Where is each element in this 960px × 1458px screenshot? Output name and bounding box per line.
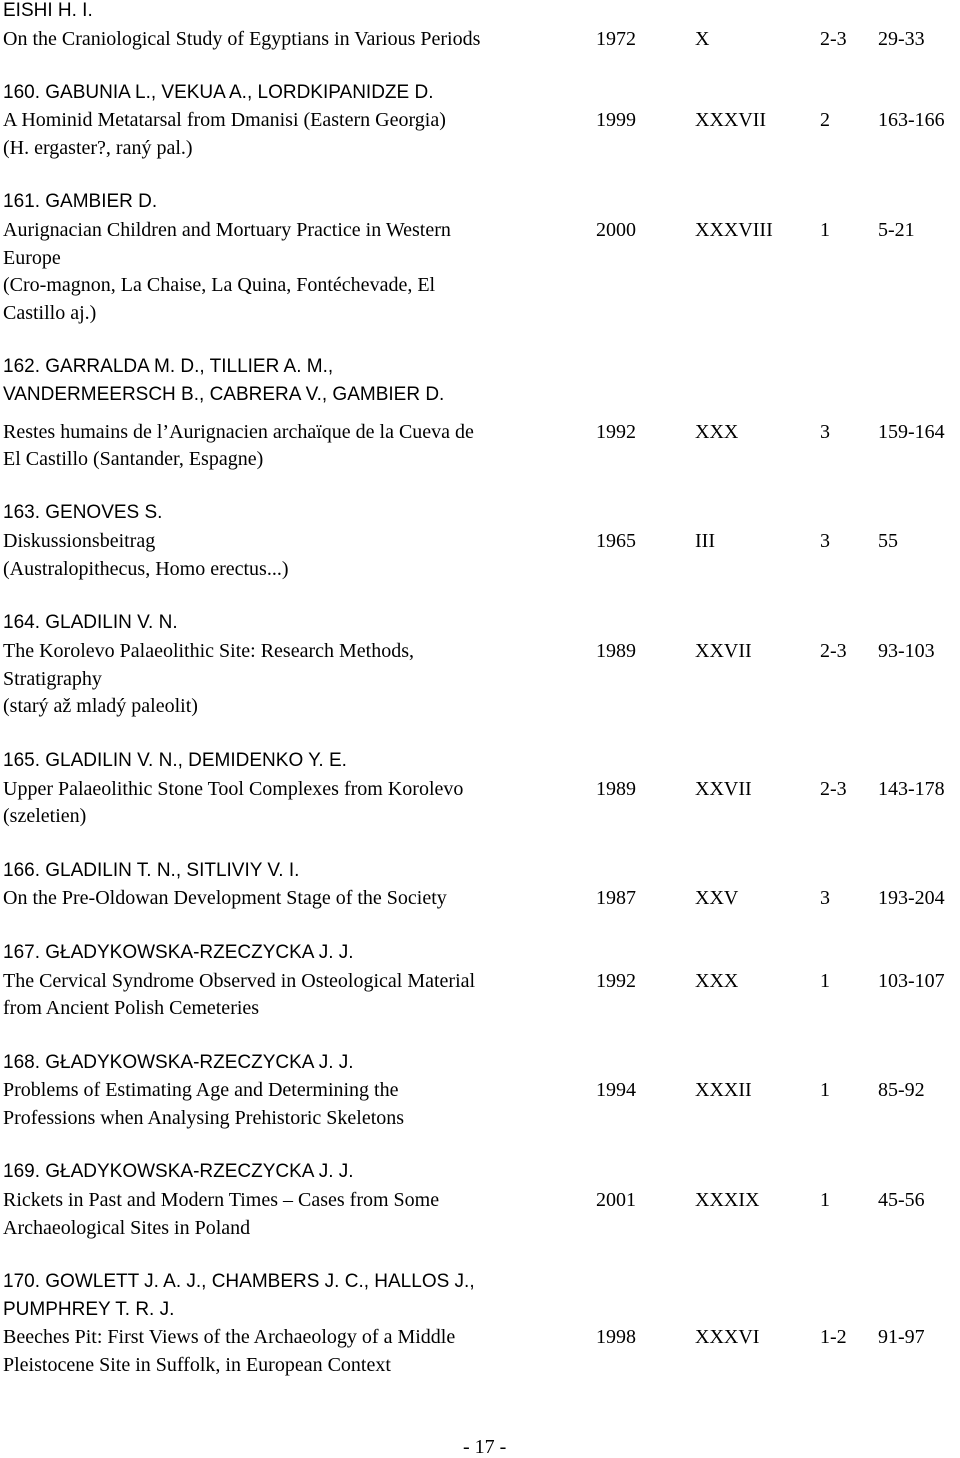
- entry-title: (Cro-magnon, La Chaise, La Quina, Fontéchevade, El: [3, 274, 436, 296]
- entry-year: 1998: [596, 1326, 636, 1348]
- entry-pages: 163-166: [878, 109, 945, 131]
- entry-title: El Castillo (Santander, Espagne): [3, 448, 264, 470]
- entry-title: Archaeological Sites in Poland: [3, 1217, 251, 1239]
- entry-title: Europe: [3, 247, 61, 269]
- entry-volume: XXV: [695, 887, 739, 909]
- entry-pages: 193-204: [878, 887, 945, 909]
- entry-author: 168. GŁADYKOWSKA-RZECZYCKA J. J.: [3, 1052, 354, 1073]
- entry-issue: 1: [820, 970, 830, 992]
- entry-title: Professions when Analysing Prehistoric Skeletons: [3, 1107, 405, 1129]
- entry-author: PUMPHREY T. R. J.: [3, 1299, 175, 1320]
- entry-issue: 2-3: [820, 640, 847, 662]
- entry-year: 1965: [596, 530, 636, 552]
- entry-pages: 159-164: [878, 421, 945, 443]
- entry-pages: 55: [878, 530, 898, 552]
- entry-year: 1992: [596, 421, 636, 443]
- entry-volume: XXVII: [695, 778, 752, 800]
- entry-pages: 5-21: [878, 219, 915, 241]
- entry-title: Beeches Pit: First Views of the Archaeology of a Middle: [3, 1326, 456, 1348]
- entry-title: Restes humains de l’Aurignacien archaïque de la Cueva de: [3, 421, 474, 443]
- entry-title: The Korolevo Palaeolithic Site: Research Methods,: [3, 640, 415, 662]
- entry-year: 1989: [596, 778, 636, 800]
- entry-volume: XXXVII: [695, 109, 767, 131]
- entry-pages: 29-33: [878, 28, 925, 50]
- entry-title: from Ancient Polish Cemeteries: [3, 997, 260, 1019]
- entry-issue: 2-3: [820, 28, 847, 50]
- entry-author: 165. GLADILIN V. N., DEMIDENKO Y. E.: [3, 750, 347, 771]
- entry-author: 163. GENOVES S.: [3, 502, 163, 523]
- entry-pages: 93-103: [878, 640, 935, 662]
- entry-title: Problems of Estimating Age and Determining the: [3, 1079, 399, 1101]
- entry-volume: XXX: [695, 421, 739, 443]
- entry-issue: 1-2: [820, 1326, 847, 1348]
- entry-year: 1992: [596, 970, 636, 992]
- entry-title: The Cervical Syndrome Observed in Osteological Material: [3, 970, 476, 992]
- entry-issue: 2: [820, 109, 830, 131]
- entry-title: A Hominid Metatarsal from Dmanisi (Eastern Georgia): [3, 109, 446, 131]
- entry-volume: XXXVI: [695, 1326, 760, 1348]
- entry-author: 167. GŁADYKOWSKA-RZECZYCKA J. J.: [3, 942, 354, 963]
- entry-author: 170. GOWLETT J. A. J., CHAMBERS J. C., HALLOS J.,: [3, 1271, 475, 1292]
- entry-pages: 143-178: [878, 778, 945, 800]
- page-number: - 17 -: [463, 1436, 507, 1458]
- entry-author: 169. GŁADYKOWSKA-RZECZYCKA J. J.: [3, 1161, 354, 1182]
- entry-title: (starý až mladý paleolit): [3, 695, 198, 717]
- entry-author: 161. GAMBIER D.: [3, 191, 158, 212]
- entry-title: Castillo aj.): [3, 302, 97, 324]
- entry-year: 1972: [596, 28, 636, 50]
- entry-pages: 103-107: [878, 970, 945, 992]
- entry-volume: XXXII: [695, 1079, 752, 1101]
- entry-pages: 85-92: [878, 1079, 925, 1101]
- entry-title: On the Pre-Oldowan Development Stage of the Society: [3, 887, 447, 909]
- entry-issue: 1: [820, 219, 830, 241]
- entry-title: Aurignacian Children and Mortuary Practice in Western: [3, 219, 451, 241]
- entry-issue: 3: [820, 421, 830, 443]
- entry-author: 164. GLADILIN V. N.: [3, 612, 178, 633]
- entry-author: 162. GARRALDA M. D., TILLIER A. M.,: [3, 356, 334, 377]
- entry-volume: III: [695, 530, 715, 552]
- entry-pages: 45-56: [878, 1189, 925, 1211]
- entry-title: (szeletien): [3, 805, 87, 827]
- entry-title: Rickets in Past and Modern Times – Cases from Some: [3, 1189, 440, 1211]
- entry-author: 166. GLADILIN T. N., SITLIVIY V. I.: [3, 860, 300, 881]
- entry-pages: 91-97: [878, 1326, 925, 1348]
- entry-year: 2001: [596, 1189, 636, 1211]
- entry-issue: 1: [820, 1079, 830, 1101]
- entry-year: 1987: [596, 887, 636, 909]
- entry-year: 1989: [596, 640, 636, 662]
- entry-volume: XXXVIII: [695, 219, 773, 241]
- entry-year: 1994: [596, 1079, 636, 1101]
- entry-issue: 3: [820, 530, 830, 552]
- entry-title: (Australopithecus, Homo erectus...): [3, 558, 289, 580]
- entry-title: On the Craniological Study of Egyptians in Various Periods: [3, 28, 481, 50]
- entry-volume: XXX: [695, 970, 739, 992]
- entry-issue: 1: [820, 1189, 830, 1211]
- entry-year: 1999: [596, 109, 636, 131]
- entry-author: EISHI H. I.: [3, 0, 93, 21]
- entry-title: Pleistocene Site in Suffolk, in European Context: [3, 1354, 391, 1376]
- entry-volume: XXVII: [695, 640, 752, 662]
- entry-author: 160. GABUNIA L., VEKUA A., LORDKIPANIDZE D.: [3, 82, 434, 103]
- entry-author: VANDERMEERSCH B., CABRERA V., GAMBIER D.: [3, 384, 445, 405]
- entry-issue: 2-3: [820, 778, 847, 800]
- entry-title: Stratigraphy: [3, 668, 102, 690]
- entry-title: (H. ergaster?, raný pal.): [3, 137, 193, 159]
- entry-year: 2000: [596, 219, 636, 241]
- entry-title: Upper Palaeolithic Stone Tool Complexes from Korolevo: [3, 778, 464, 800]
- entry-issue: 3: [820, 887, 830, 909]
- entry-volume: X: [695, 28, 710, 50]
- entry-volume: XXXIX: [695, 1189, 760, 1211]
- entry-title: Diskussionsbeitrag: [3, 530, 156, 552]
